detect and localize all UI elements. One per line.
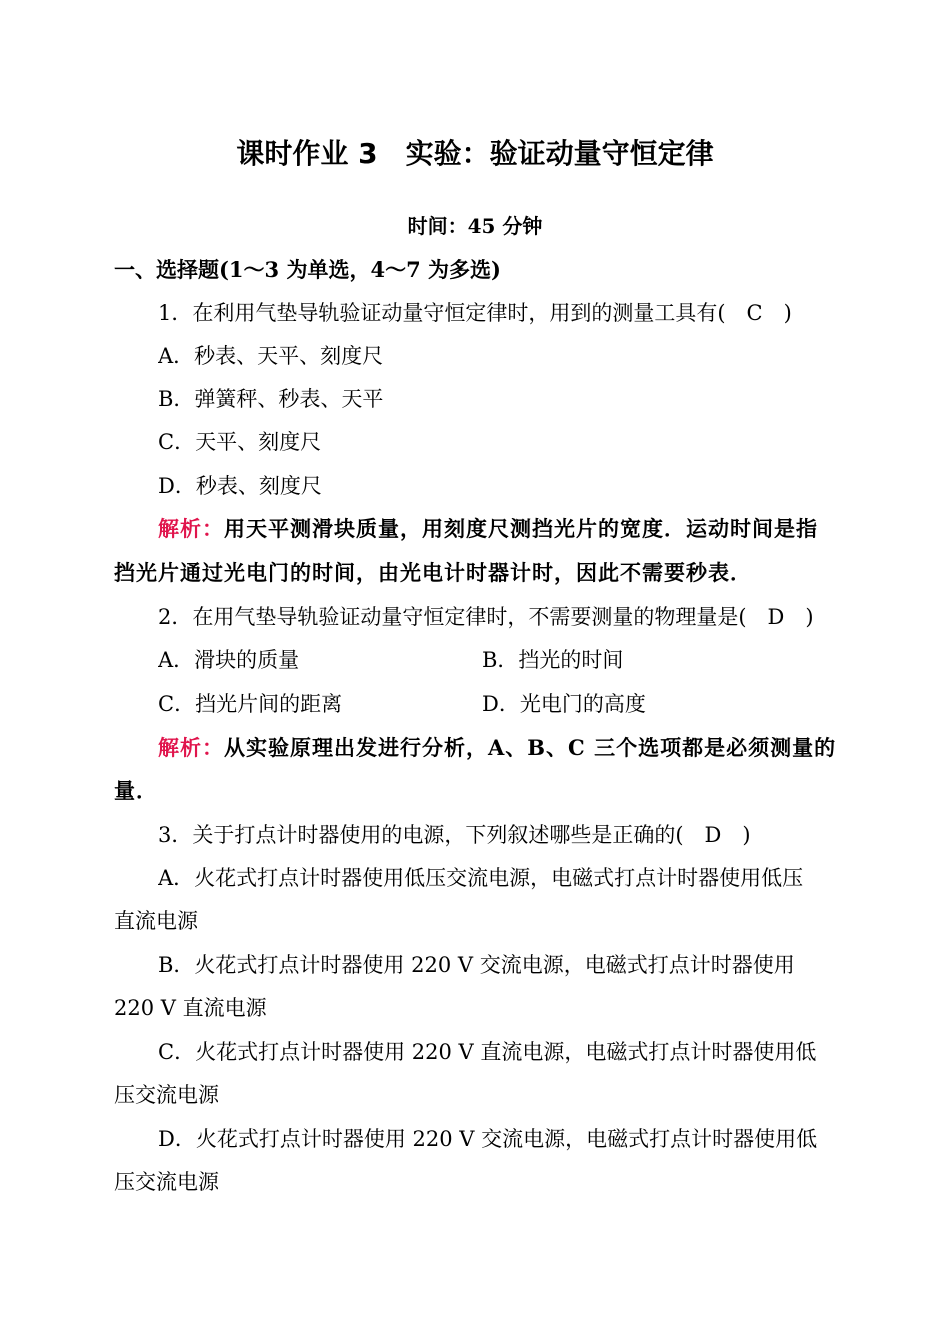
question-2-option-c: C．挡光片间的距离	[158, 692, 343, 716]
question-3-option-a-line-2: 直流电源	[114, 909, 198, 933]
explanation-label: 解析：	[158, 735, 224, 760]
question-1-stem: 1．在利用气垫导轨验证动量守恒定律时，用到的测量工具有( C )	[158, 301, 792, 325]
time-limit: 时间：45 分钟	[407, 214, 543, 238]
question-1-option-b: B．弹簧秤、秒表、天平	[158, 387, 384, 411]
question-3-option-b-line-1: B．火花式打点计时器使用 220 V 交流电源，电磁式打点计时器使用	[158, 953, 795, 977]
question-1-option-a: A．秒表、天平、刻度尺	[158, 344, 384, 368]
question-3-option-d-line-1: D．火花式打点计时器使用 220 V 交流电源，电磁式打点计时器使用低	[158, 1127, 818, 1151]
question-2-explanation-line-2: 量．	[114, 778, 158, 803]
question-3-option-c-line-2: 压交流电源	[114, 1083, 219, 1107]
question-3-option-d-line-2: 压交流电源	[114, 1170, 219, 1194]
question-3-option-c-line-1: C．火花式打点计时器使用 220 V 直流电源，电磁式打点计时器使用低	[158, 1040, 817, 1064]
question-2-option-b: B．挡光的时间	[482, 648, 624, 672]
question-1-explanation-line-1: 解析：用天平测滑块质量，用刻度尺测挡光片的宽度．运动时间是指	[158, 516, 818, 541]
section-heading: 一、选择题(1～3 为单选，4～7 为多选)	[114, 257, 501, 282]
question-1-option-c: C．天平、刻度尺	[158, 430, 322, 454]
explanation-label: 解析：	[158, 516, 224, 541]
question-2-explanation-line-1: 解析：从实验原理出发进行分析，A、B、C 三个选项都是必须测量的	[158, 735, 837, 760]
question-3-option-a-line-1: A．火花式打点计时器使用低压交流电源，电磁式打点计时器使用低压	[158, 866, 804, 890]
page-title: 课时作业 3 实验：验证动量守恒定律	[236, 137, 714, 170]
question-2-option-a: A．滑块的质量	[158, 648, 300, 672]
question-3-stem: 3．关于打点计时器使用的电源，下列叙述哪些是正确的( D )	[158, 823, 751, 847]
question-1-option-d: D．秒表、刻度尺	[158, 474, 322, 498]
question-2-stem: 2．在用气垫导轨验证动量守恒定律时，不需要测量的物理量是( D )	[158, 605, 814, 629]
question-1-explanation-line-2: 挡光片通过光电门的时间，由光电计时器计时，因此不需要秒表．	[114, 560, 752, 585]
question-3-option-b-line-2: 220 V 直流电源	[114, 996, 267, 1020]
question-2-option-d: D．光电门的高度	[482, 692, 646, 716]
